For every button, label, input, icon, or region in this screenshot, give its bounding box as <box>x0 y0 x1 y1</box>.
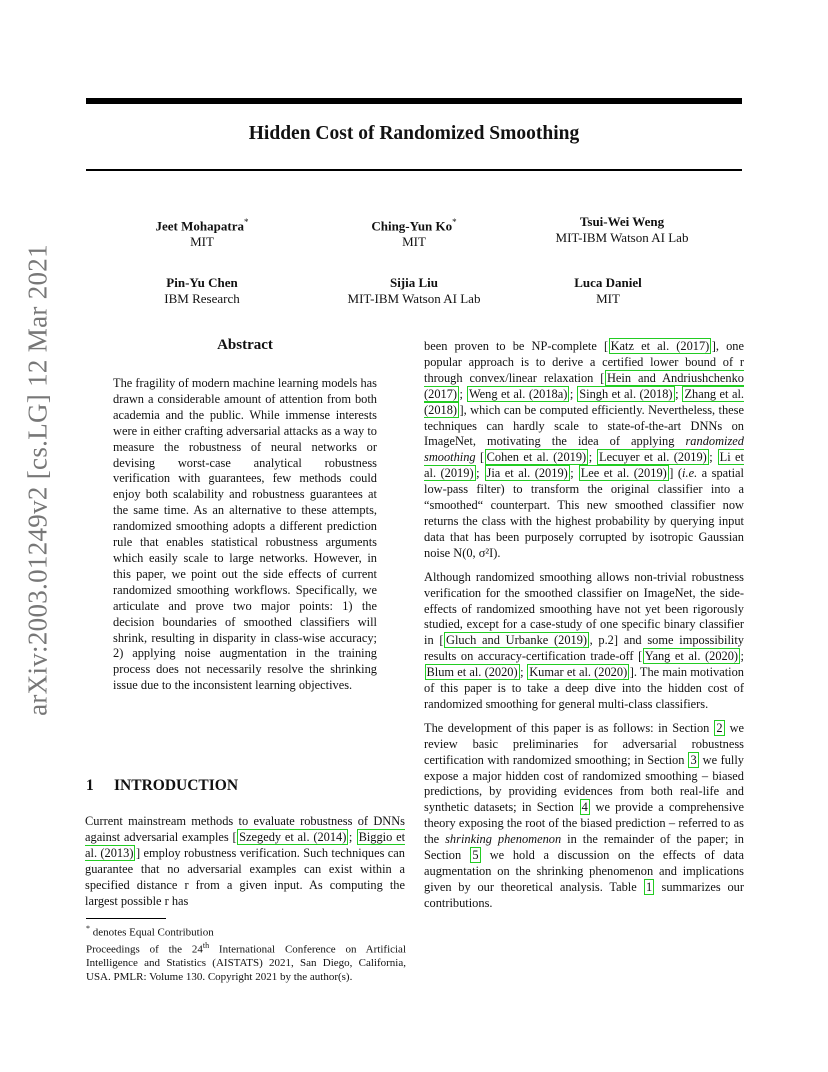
author-block <box>304 214 524 250</box>
title-top-rule <box>86 98 742 104</box>
author-affiliation: MIT <box>596 291 620 306</box>
table-link[interactable]: 1 <box>646 879 653 894</box>
title-bottom-rule <box>86 169 742 171</box>
citation-link[interactable]: Jia et al. (2019) <box>486 466 568 481</box>
footnote-proceedings: Proceedings of the 24th International Conference on Artificial Intelligence and Statistics (AISTATS) 2021, San Diego, California, USA. PMLR: Volume 130. Copyright 2021 by the author(s). <box>86 941 406 984</box>
author-block <box>512 214 732 246</box>
section-link[interactable]: 5 <box>472 848 479 863</box>
author-affiliation: MIT <box>402 234 426 250</box>
abstract-heading: Abstract <box>217 337 273 353</box>
citation-link[interactable]: Hein and Andriushchenko (2017) <box>424 370 744 401</box>
citation-link[interactable]: Biggio et al. (2013) <box>85 829 406 860</box>
citation-link[interactable]: Kumar et al. (2020) <box>529 665 628 680</box>
citation-link[interactable]: Zhang et al. (2018) <box>424 386 744 417</box>
citation-link[interactable]: Singh et al. (2018) <box>579 386 673 401</box>
arxiv-sidebar <box>16 244 60 716</box>
citation-link[interactable]: Weng et al. (2018a) <box>468 386 568 401</box>
citation-link[interactable]: Gluch and Urbanke (2019) <box>446 633 588 648</box>
citation-link[interactable]: Lee et al. (2019) <box>580 466 667 481</box>
footnote-rule <box>86 918 166 919</box>
right-column <box>424 339 744 912</box>
paragraph: Although randomized smoothing allows non-trivial robustness verification for the smoothed classifier on ImageNet, the side-effects of randomized smoothing have not yet been rigorously studied, except for a case-study of one specific binary classifier in [ Gluch and Urbanke (2019) , p.2] and some impossibility results on accuracy-certification trade-off [ Yang et al. (2020) ; Blum et al. (2020) ; Kumar et al. (2020) ]. The main motivation of this paper is to take a deep dive into the hidden cost of randomized smoothing for general multi-class classifiers. <box>424 569 744 711</box>
author-block <box>92 214 312 250</box>
citation-link[interactable]: Li et al. (2019) <box>424 450 744 481</box>
abstract-text: The fragility of modern machine learning models has drawn a considerable amount of attention from both academia and the public. While immense interests were in either crafting adversarial attacks as a way to measure the robustness of neural networks or devising worst-case analytical robustness verification with guarantees, few methods could enjoy both scalability and robustness guarantees at the same time. As an alternative to these attempts, randomized smoothing adopts a different prediction rule that enables statistical robustness arguments which easily scale to large networks. However, in this paper, we point out the side effects of current randomized smoothing workflows. Specifically, we articulate and prove two major points: 1) the decision boundaries of smoothed classifiers will shrink, resulting in disparity in class-wise accuracy; 2) applying noise augmentation in the training process does not necessarily resolve the shrinking issue due to the inconsistent learning objectives. <box>113 376 377 693</box>
citation-link[interactable]: Blum et al. (2020) <box>426 665 518 680</box>
author-block <box>498 275 718 307</box>
author-name: Tsui-Wei Weng <box>579 214 665 229</box>
section-link[interactable]: 3 <box>690 752 697 767</box>
author-block <box>92 275 312 307</box>
citation-link[interactable]: Szegedy et al. (2014) <box>239 829 347 844</box>
arxiv-identifier: arXiv:2003.01249v2 [cs.LG] 12 Mar 2021 <box>22 244 53 716</box>
paragraph: been proven to be NP-complete [ Katz et al. (2017) ], one popular approach is to derive a certified lower bound of r through convex/linear relaxation [ Hein and Andriushchenko (2017) ; Weng et al. (2018a) ; Singh et al. (2018) ; Zhang et al. (2018) ], which can be computed efficiently. Nevertheless, these techniques can hardly scale to state-of-the-art DNNs on ImageNet, motivating the idea of applying randomized smoothing [ Cohen et al. (2019) ; Lecuyer et al. (2019) ; Li et al. (2019) ; Jia et al. (2019) ; Lee et al. (2019) ] (i.e. a spatial low-pass filter) to transform the original classifier into a “smoothed“ counterpart. This new smoothed classifier now returns the class with the highest probability by querying input data that has been purposely corrupted by isotropic Gaussian noise N(0, σ²I). <box>424 339 745 560</box>
section-link[interactable]: 2 <box>716 720 723 735</box>
paragraph: The development of this paper is as follows: in Section 2 we review basic preliminaries for adversarial robustness certification with randomized smoothing; in Section 3 we fully expose a major hidden cost of randomized smoothing – biased predictions, by providing evidences from both real-life and synthetic datasets; in Section 4 we provide a comprehensive theory exposing the root of the biased prediction – referred to as the shrinking phenomenon in the remainder of the paper; in Section 5 we hold a discussion on the effects of data augmentation on the shrinking phenomenon and implications given by our theoretical analysis. Table 1 summarizes our contributions. <box>424 720 745 910</box>
author-affiliation: MIT-IBM Watson AI Lab <box>347 291 481 306</box>
equal-contrib-mark: * <box>243 217 249 227</box>
footnote-mark: * <box>86 924 90 933</box>
citation-link[interactable]: Lecuyer et al. (2019) <box>599 450 707 465</box>
author-name: Jeet Mohapatra <box>155 218 244 234</box>
author-name: Ching-Yun Ko <box>371 218 453 234</box>
section-heading <box>86 777 238 795</box>
section-title: INTRODUCTION <box>114 777 239 794</box>
author-name: Pin-Yu Chen <box>166 275 238 290</box>
author-affiliation: MIT <box>190 234 214 250</box>
author-name: Sijia Liu <box>389 275 439 290</box>
citation-link[interactable]: Katz et al. (2017) <box>610 339 710 353</box>
footnote-equal: * denotes Equal Contribution <box>86 924 214 939</box>
section-number: 1 <box>86 777 94 794</box>
intro-paragraph: Current mainstream methods to evaluate robustness of DNNs against adversarial examples [ Szegedy et al. (2014) ; Biggio et al. (2013) ] employ robustness verification. Such techniques can guarantee that no adversarial examples can exist within a specified distance r from a given input. As computing the largest possible r has <box>85 814 406 908</box>
citation-link[interactable]: Yang et al. (2020) <box>644 649 739 664</box>
section-link[interactable]: 4 <box>581 800 588 815</box>
equal-contrib-mark: * <box>452 217 457 227</box>
author-name: Luca Daniel <box>574 275 642 290</box>
author-affiliation: MIT-IBM Watson AI Lab <box>555 230 689 245</box>
paper-title: Hidden Cost of Randomized Smoothing <box>248 123 580 144</box>
author-block <box>304 275 524 307</box>
citation-link[interactable]: Cohen et al. (2019) <box>486 450 587 465</box>
author-affiliation: IBM Research <box>164 291 240 306</box>
